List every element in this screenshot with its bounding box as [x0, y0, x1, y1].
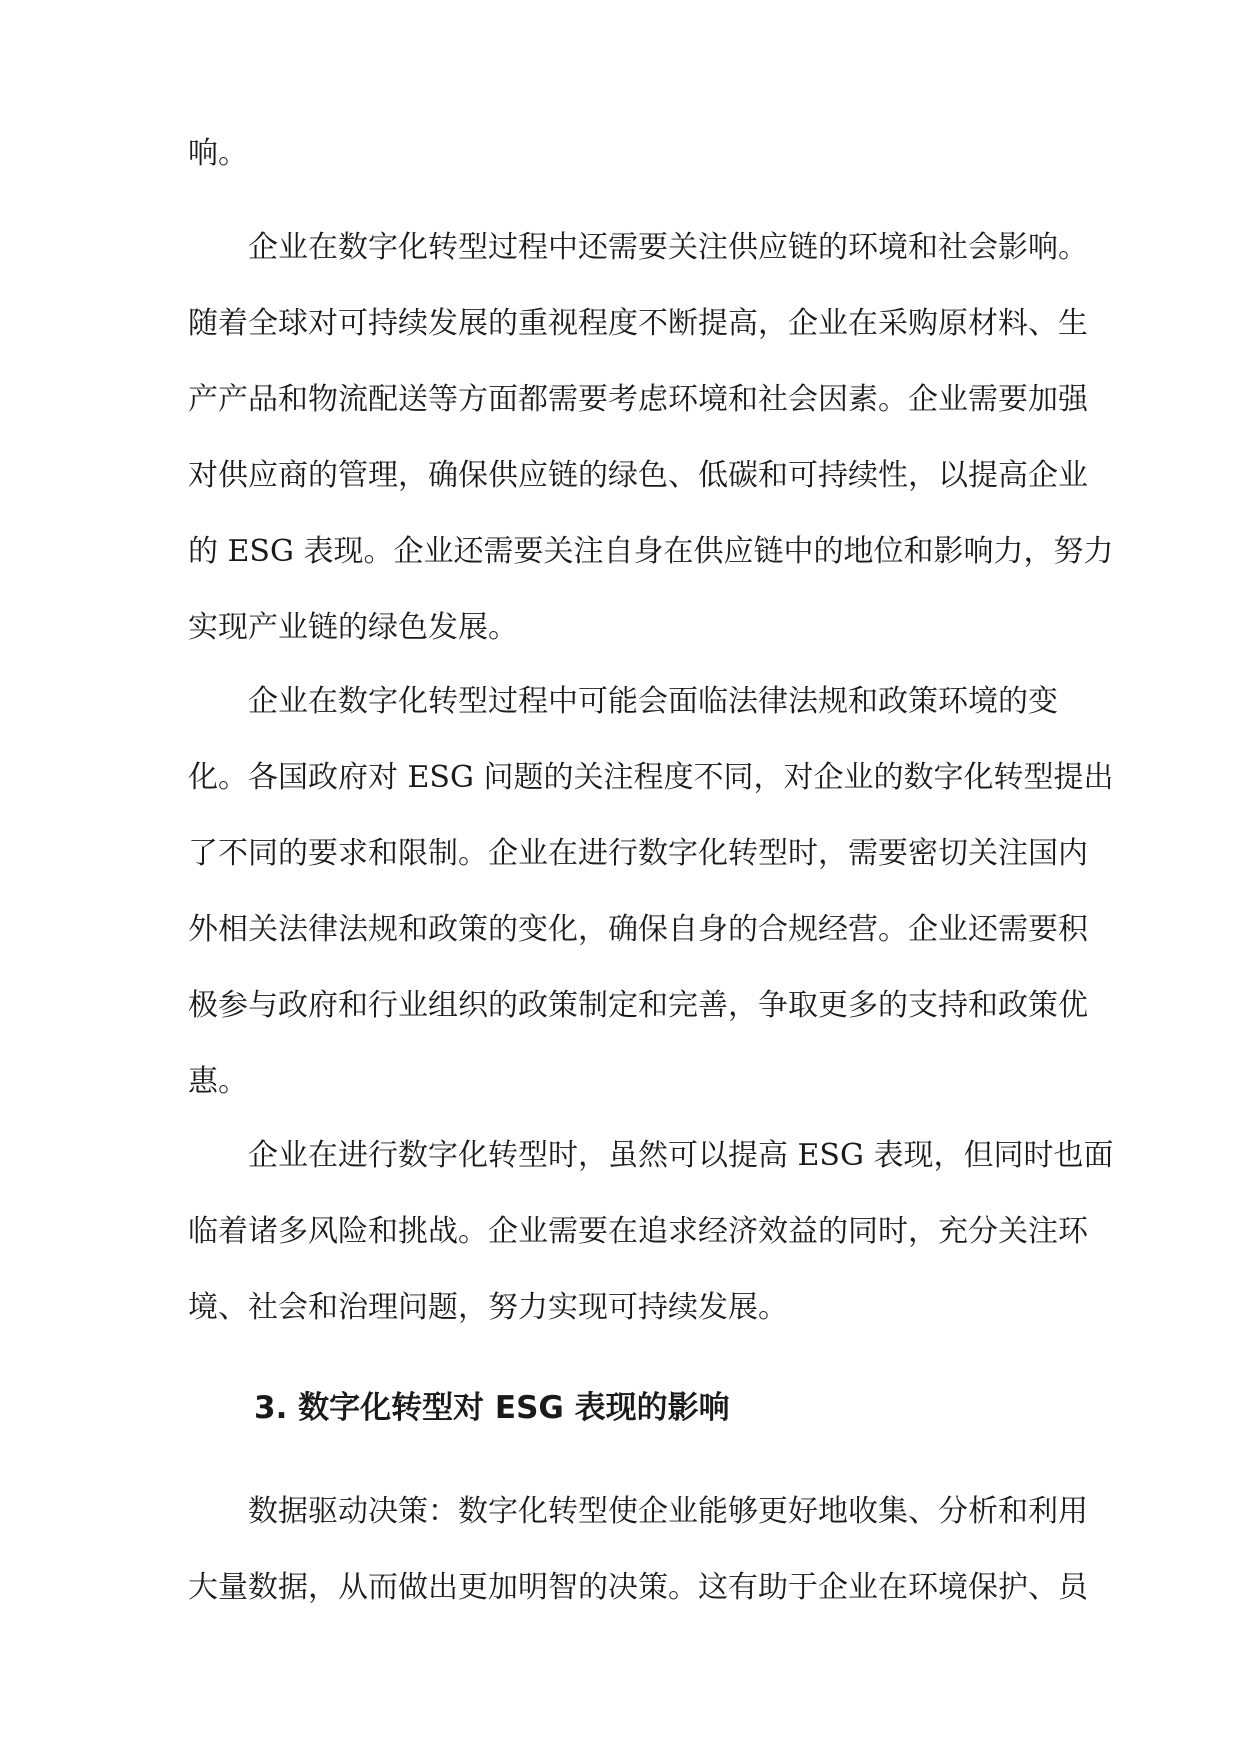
paragraph-line: 产产品和物流配送等方面都需要考虑环境和社会因素。企业需要加强 [188, 382, 1088, 417]
paragraph-supply-chain [188, 210, 1114, 666]
paragraph-line: 境、社会和治理问题，努力实现可持续发展。 [188, 1290, 788, 1325]
paragraph-summary [188, 1118, 1114, 1346]
paragraph-line: 了不同的要求和限制。企业在进行数字化转型时，需要密切关注国内 [188, 836, 1088, 871]
paragraph-line: 化。各国政府对 ESG 问题的关注程度不同，对企业的数字化转型提出 [188, 760, 1114, 795]
paragraph-line: 对供应商的管理，确保供应链的绿色、低碳和可持续性，以提高企业 [188, 458, 1088, 493]
paragraph-line: 外相关法律法规和政策的变化，确保自身的合规经营。企业还需要积 [188, 912, 1088, 947]
section-heading: 3. 数字化转型对 ESG 表现的影响 [254, 1390, 730, 1426]
paragraph-line: 大量数据，从而做出更加明智的决策。这有助于企业在环境保护、员 [188, 1570, 1088, 1605]
paragraph-line: 企业在进行数字化转型时，虽然可以提高 ESG 表现，但同时也面 [248, 1138, 1114, 1173]
paragraph-data-driven [188, 1474, 1088, 1626]
paragraph-line: 实现产业链的绿色发展。 [188, 610, 518, 645]
paragraph-line: 随着全球对可持续发展的重视程度不断提高，企业在采购原材料、生 [188, 306, 1088, 341]
paragraph-legal-policy [188, 664, 1114, 1120]
paragraph-line: 惠。 [188, 1064, 248, 1099]
paragraph-line: 响。 [188, 136, 248, 171]
paragraph-line: 的 ESG 表现。企业还需要关注自身在供应链中的地位和影响力，努力 [188, 534, 1114, 569]
paragraph-line: 企业在数字化转型过程中可能会面临法律法规和政策环境的变 [248, 684, 1058, 719]
paragraph-line: 极参与政府和行业组织的政策制定和完善，争取更多的支持和政策优 [188, 988, 1088, 1023]
paragraph-line: 数据驱动决策：数字化转型使企业能够更好地收集、分析和利用 [248, 1494, 1088, 1529]
paragraph-line: 企业在数字化转型过程中还需要关注供应链的环境和社会影响。 [248, 230, 1088, 265]
paragraph-continuation [188, 116, 1058, 192]
paragraph-line: 临着诸多风险和挑战。企业需要在追求经济效益的同时，充分关注环 [188, 1214, 1088, 1249]
